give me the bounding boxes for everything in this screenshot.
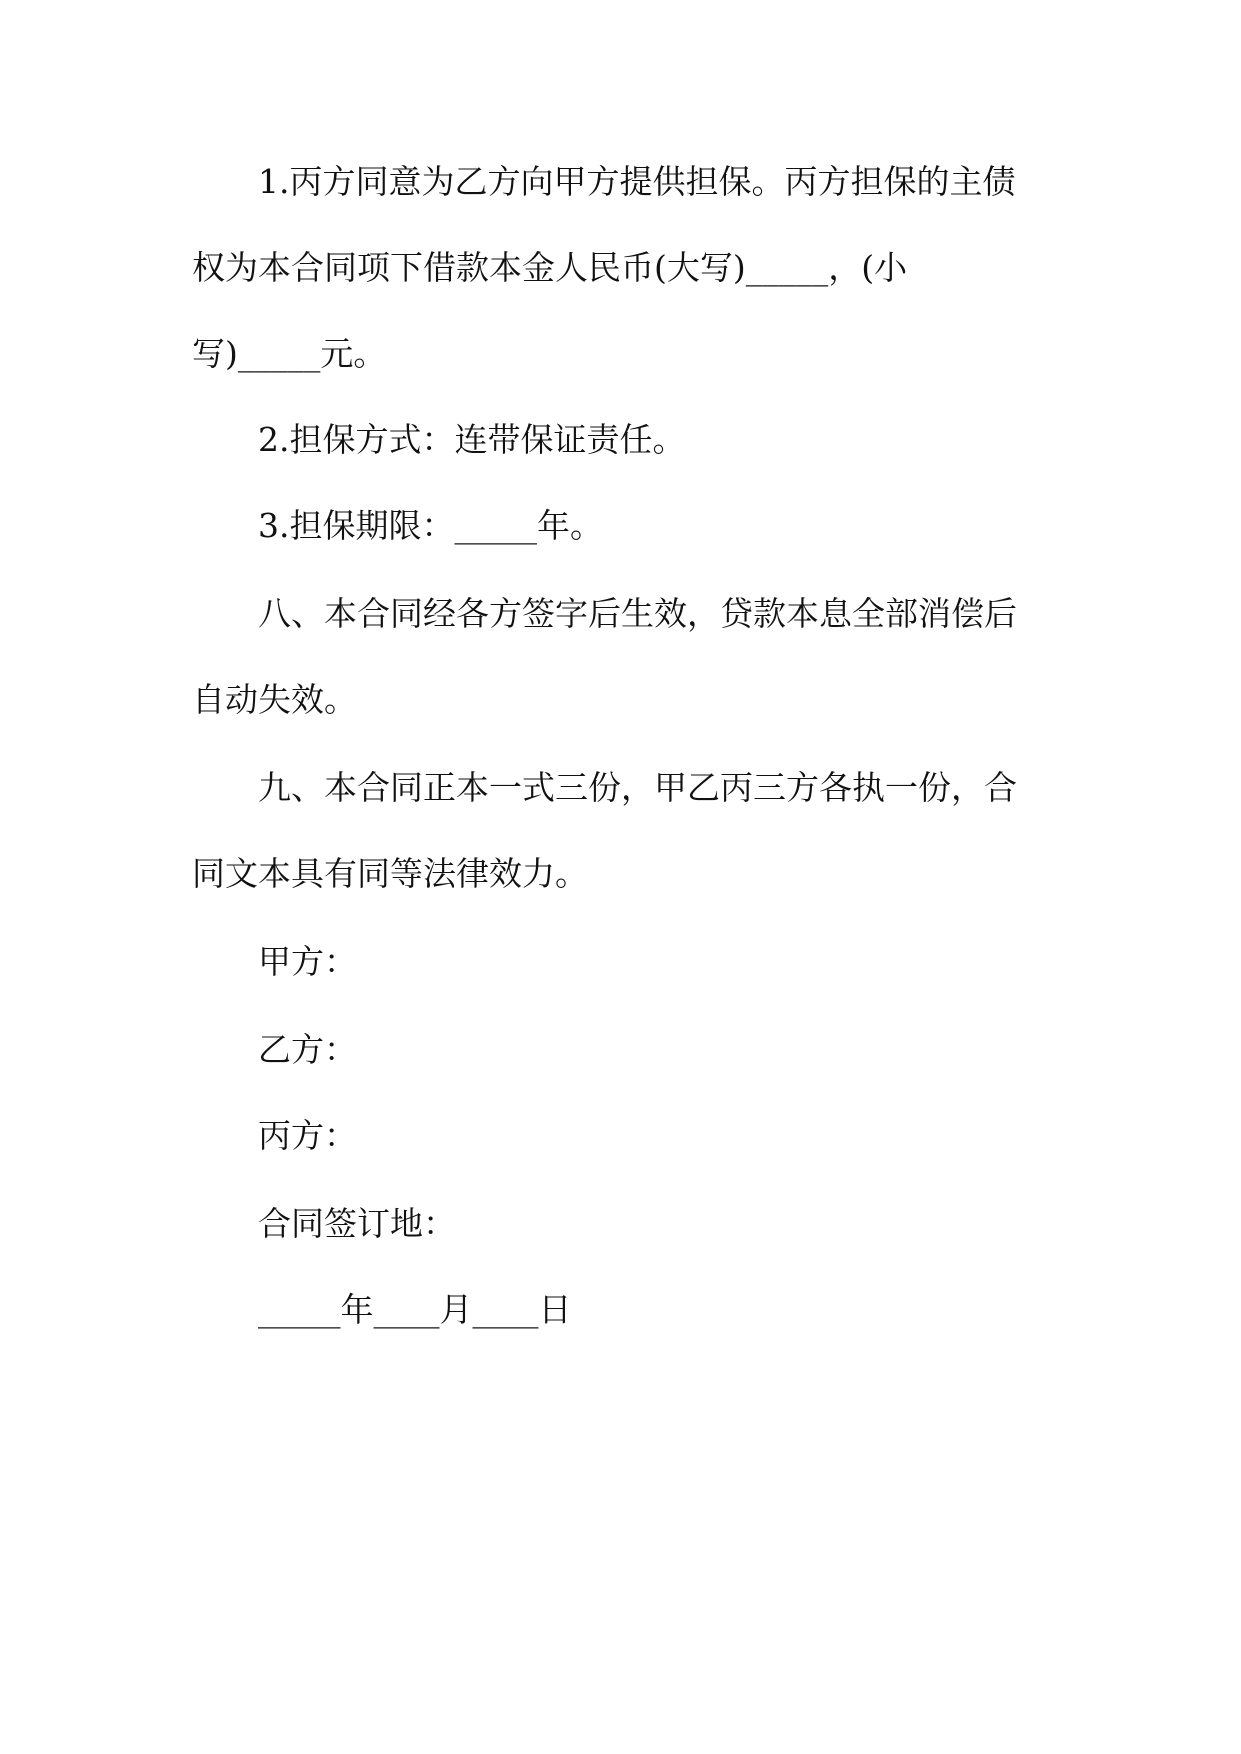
article-8-line-1: 八、本合同经各方签字后生效，贷款本息全部消偿后 xyxy=(258,594,1017,633)
article-8-line-2: 自动失效。 xyxy=(192,680,357,719)
article-9-line-1: 九、本合同正本一式三份，甲乙丙三方各执一份，合 xyxy=(258,768,1017,807)
clause-1-line-3: 写)_____元。 xyxy=(192,334,387,373)
signing-place-label: 合同签订地： xyxy=(258,1204,456,1243)
party-a-signature-label: 甲方： xyxy=(258,942,357,981)
clause-3: 3.担保期限：_____年。 xyxy=(258,506,603,545)
signing-date-line: _____年____月____日 xyxy=(258,1290,572,1329)
clause-2: 2.担保方式：连带保证责任。 xyxy=(258,420,686,459)
article-9-line-2: 同文本具有同等法律效力。 xyxy=(192,854,588,893)
party-c-signature-label: 丙方： xyxy=(258,1116,357,1155)
clause-1-line-1: 1.丙方同意为乙方向甲方提供担保。丙方担保的主债 xyxy=(258,162,1016,201)
clause-1-line-2: 权为本合同项下借款本金人民币(大写)_____，(小 xyxy=(192,248,908,287)
party-b-signature-label: 乙方： xyxy=(258,1030,357,1069)
